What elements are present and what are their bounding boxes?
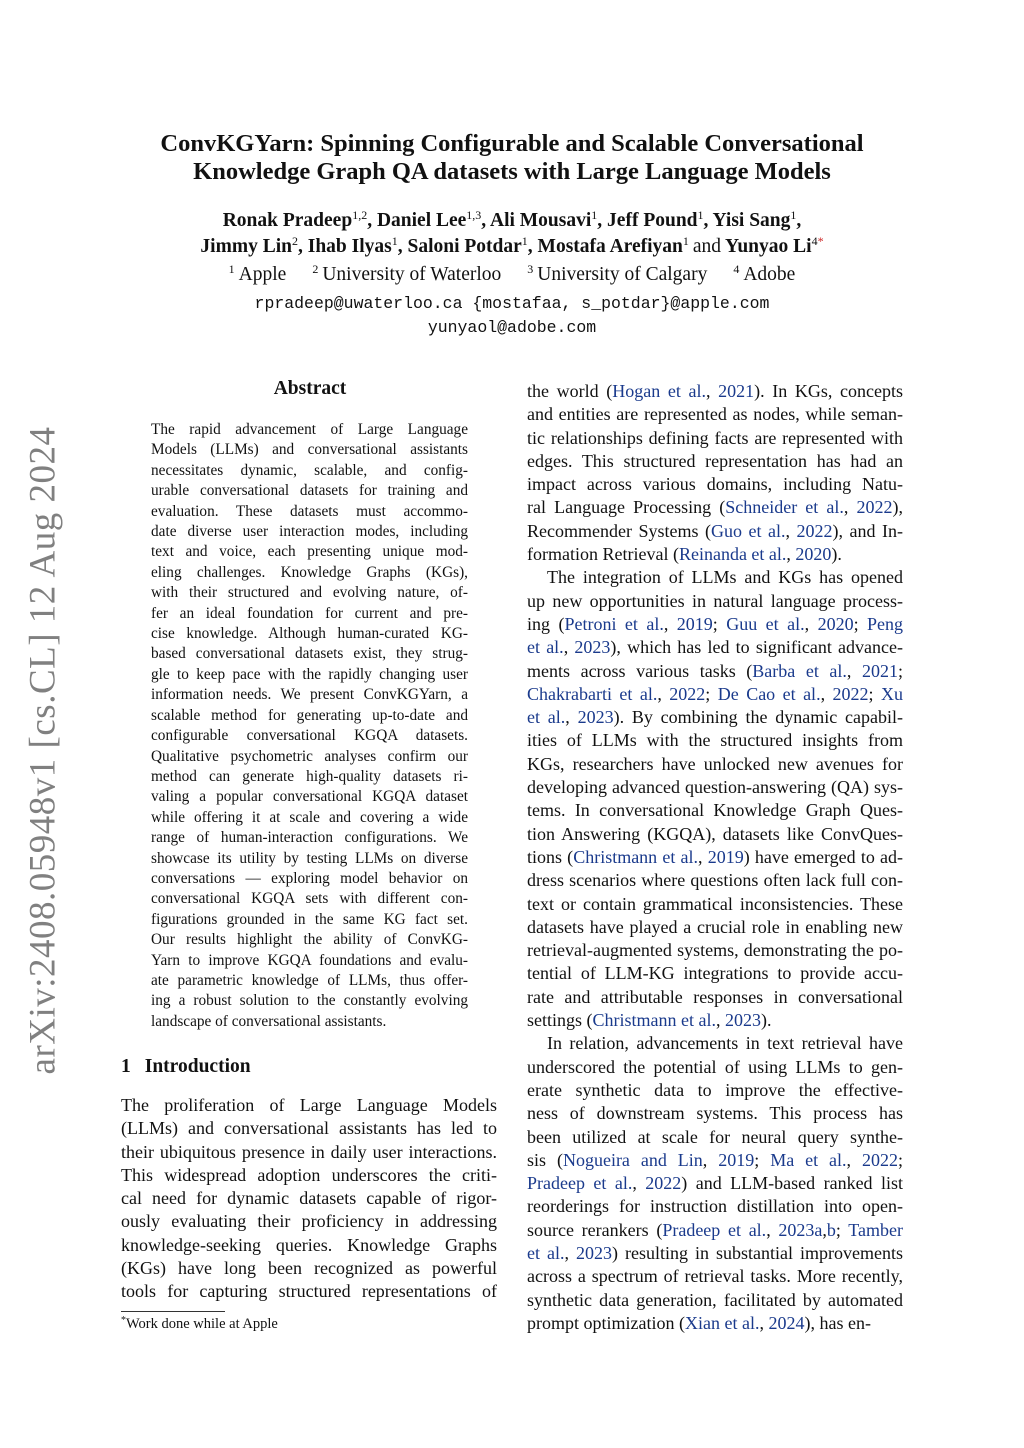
abstract-line: based conversational datasets exist, they strug- — [151, 645, 468, 663]
section-title: Introduction — [144, 1056, 251, 1077]
author-name: Jimmy Lin — [200, 236, 292, 257]
footnote — [121, 1316, 278, 1333]
author-name: Ihab Ilyas — [307, 236, 392, 257]
affiliation-mark: 2 — [291, 234, 298, 248]
arxiv-identifier — [12, 426, 74, 1074]
author-separator: , — [397, 236, 408, 257]
abstract-line: Our results highlight the ability of ConvKG- — [151, 931, 468, 949]
citation-link[interactable]: 2019 — [707, 846, 744, 867]
text-line: Chakrabarti et al., 2022; De Cao et al., 2022; Xu — [527, 683, 903, 704]
citation-link[interactable]: Ma et al. — [770, 1149, 847, 1170]
paragraph — [527, 1032, 903, 1335]
author-name: Daniel Lee — [376, 210, 467, 231]
abstract-line: showcase its utility by testing LLMs on diverse — [151, 849, 468, 867]
affiliation-mark: 1 — [391, 234, 398, 248]
affiliation-number: 1 — [228, 262, 235, 276]
author-separator: , — [527, 236, 538, 257]
citation-link[interactable]: Guu et al. — [726, 613, 805, 634]
citation-link[interactable]: 2020 — [795, 544, 832, 565]
citation-link[interactable]: 2022 — [645, 1173, 682, 1194]
text-line: been utilized at scale for neural query synthe- — [527, 1126, 903, 1147]
text-line: et al., 2023) resulting in substantial improvements — [527, 1242, 904, 1263]
abstract-line: cise knowledge. Although human-curated KG- — [151, 625, 468, 643]
text-line: knowledge-seeking queries. Knowledge Graphs — [121, 1234, 497, 1255]
citation-link[interactable]: Peng — [867, 613, 904, 634]
text-line: Pradeep et al., 2022) and LLM-based ranked list — [527, 1173, 904, 1194]
text-line: settings (Christmann et al., 2023). — [527, 1010, 772, 1031]
abstract-line: configurable conversational KGQA datasets. — [151, 727, 468, 745]
abstract-body — [151, 420, 468, 1032]
citation-link[interactable]: 2022 — [669, 683, 706, 704]
text-line: datasets have played a crucial role in enabling new — [527, 916, 903, 937]
text-line: This widespread adoption underscores the criti- — [121, 1164, 497, 1185]
citation-link[interactable]: 2023a — [778, 1219, 823, 1240]
text-line: edges. This structured representation has had an — [527, 450, 903, 471]
abstract-line: fer an ideal foundation for current and pre- — [151, 604, 468, 622]
text-line: tems. In conversational Knowledge Graph Ques- — [527, 800, 903, 821]
text-line: prompt optimization (Xian et al., 2024), has en- — [527, 1312, 871, 1333]
citation-link[interactable]: 2019 — [718, 1149, 755, 1170]
abstract-line: The rapid advancement of Large Language — [151, 421, 468, 438]
text-line: tential of LLM-KG integrations to provide accu- — [527, 963, 903, 984]
text-line: (KGs) have long been recognized as powerful — [121, 1258, 497, 1279]
text-line: rate and attributable responses in conversational — [527, 986, 903, 1007]
author-name: Yisi Sang — [712, 210, 791, 231]
affiliation-name: University of Waterloo — [322, 264, 502, 285]
text-line: across a spectrum of retrieval tasks. More recently, — [527, 1266, 903, 1287]
citation-link[interactable]: et al. — [527, 1242, 565, 1263]
affiliation-mark: 1,2 — [352, 208, 368, 222]
text-line: tic relationships defining facts are represented with — [527, 427, 903, 448]
abstract-line: while offering it at scale and covering a wide — [151, 808, 468, 826]
abstract-line: range of human-interaction configurations. We — [151, 829, 468, 847]
author-separator: , — [597, 210, 608, 231]
text-line: impact across various domains, including Natu- — [527, 474, 903, 495]
citation-link[interactable]: 2020 — [817, 613, 854, 634]
text-line: The proliferation of Large Language Models — [121, 1095, 497, 1115]
affiliation-item — [229, 264, 287, 285]
citation-link[interactable]: Chakrabarti et al. — [527, 683, 658, 704]
citation-link[interactable]: 2022 — [861, 1149, 898, 1170]
author-separator: , — [297, 236, 308, 257]
citation-link[interactable]: Tamber — [848, 1219, 903, 1240]
abstract-line: Yarn to improve KGQA foundations and evalu- — [151, 951, 468, 969]
affiliation-mark: 1 — [591, 208, 598, 222]
text-line: tools for capturing structured representations of — [121, 1281, 497, 1302]
citation-link[interactable]: De Cao et al. — [717, 683, 821, 704]
text-line: source rerankers (Pradeep et al., 2023a,b; Tamber — [527, 1219, 903, 1240]
citation-link[interactable]: et al. — [527, 707, 566, 728]
text-line: formation Retrieval (Reinanda et al., 2020). — [527, 544, 842, 565]
citation-link[interactable]: 2023 — [724, 1010, 761, 1031]
author-name: Jeff Pound — [607, 210, 698, 231]
text-line: sis (Nogueira and Lin, 2019; Ma et al., 2022; — [527, 1149, 903, 1170]
text-line: the world (Hogan et al., 2021). In KGs, concepts — [527, 381, 904, 401]
author-name: Yunyao Li — [725, 236, 812, 257]
intro-paragraph — [121, 1094, 497, 1304]
abstract-line: figurations grounded in the same KG fact set. — [151, 910, 468, 928]
text-line: up new opportunities in natural language process- — [527, 590, 903, 611]
affiliation-mark: 1 — [682, 234, 689, 248]
footnote-rule — [121, 1311, 225, 1312]
affiliation-mark: 1 — [697, 208, 704, 222]
corresponding-mark: * — [817, 234, 824, 248]
text-line: text or contain grammatical inconsistencies. These — [527, 893, 903, 914]
citation-link[interactable]: b — [826, 1219, 836, 1240]
affiliation-item — [312, 264, 501, 285]
citation-link[interactable]: Xu — [880, 683, 903, 704]
author-emails — [100, 292, 924, 340]
citation-link[interactable]: Barba et al. — [752, 660, 847, 681]
affiliation-mark: 1 — [521, 234, 528, 248]
abstract-line: conversational KGQA sets with different con- — [151, 890, 468, 908]
author-line — [100, 208, 924, 234]
abstract-line: valing a popular conversational KGQA dataset — [151, 788, 468, 806]
paper-title — [100, 130, 924, 186]
affiliation-name: Apple — [238, 264, 287, 285]
text-line: KGs, researchers have unlocked new avenues for — [527, 753, 903, 774]
author-separator: , — [481, 210, 490, 231]
citation-link[interactable]: 2021 — [718, 381, 755, 401]
text-line: The integration of LLMs and KGs has opened — [547, 567, 903, 588]
citation-link[interactable]: 2023 — [576, 1242, 613, 1263]
affiliation-number: 3 — [527, 262, 534, 276]
email-line[interactable]: rpradeep@uwaterloo.ca {mostafaa, s_potdar}@apple.com — [254, 294, 770, 313]
abstract-line: date diverse user interaction modes, including — [151, 523, 468, 541]
text-line: erate synthetic data to improve the effective- — [527, 1079, 903, 1100]
abstract-line: method can generate high-quality datasets ri- — [151, 767, 468, 785]
text-line: (LLMs) and conversational assistants has led to — [121, 1118, 497, 1139]
text-line: In relation, advancements in text retrieval have — [547, 1033, 903, 1054]
citation-link[interactable]: Xian et al. — [684, 1312, 760, 1333]
citation-link[interactable]: Christmann et al. — [573, 846, 699, 867]
citation-link[interactable]: Nogueira and Lin — [562, 1149, 703, 1170]
abstract-line: text and voice, each presenting unique mod- — [151, 543, 468, 561]
citation-link[interactable]: 2024 — [768, 1312, 805, 1333]
citation-link[interactable]: 2022 — [832, 683, 869, 704]
citation-link[interactable]: 2021 — [861, 660, 898, 681]
text-line: synthetic data generation, facilitated by automated — [527, 1289, 903, 1310]
affiliation-name: Adobe — [743, 264, 796, 285]
affiliations — [100, 262, 924, 288]
affiliation-mark: 4* — [811, 234, 824, 248]
abstract-line: landscape of conversational assistants. — [151, 1012, 387, 1030]
abstract-line: urable conversational datasets for training and — [151, 482, 468, 500]
citation-link[interactable]: 2023 — [574, 637, 611, 658]
text-line: their ubiquitous presence in daily user interactions. — [121, 1141, 497, 1162]
abstract-line: gle to keep pace with the rapidly changing user — [151, 665, 468, 683]
affiliation-mark: 1 — [790, 208, 797, 222]
abstract-line: information needs. We present ConvKGYarn, a — [151, 686, 468, 704]
text-line: ments across various tasks (Barba et al., 2021; — [527, 660, 903, 681]
citation-link[interactable]: Pradeep et al. — [662, 1219, 767, 1240]
abstract-line: ate parametric knowledge of LLMs, thus offer- — [151, 971, 468, 989]
text-line: retrieval-augmented systems, demonstrating the po- — [527, 940, 903, 961]
text-line: developing advanced question-answering (QA) sys- — [527, 777, 903, 798]
paragraph — [527, 566, 903, 1032]
text-line: et al., 2023), which has led to significant advance- — [527, 637, 903, 658]
citation-link[interactable]: 2023 — [577, 707, 614, 728]
title-line: Knowledge Graph QA datasets with Large Language Models — [193, 158, 831, 185]
author-line — [100, 234, 924, 260]
abstract-line: ing a robust solution to the constantly evolving — [151, 992, 468, 1010]
author-name: Mostafa Arefiyan — [537, 236, 683, 257]
author-list — [100, 208, 924, 260]
citation-link[interactable]: 2019 — [676, 613, 713, 634]
citation-link[interactable]: Hogan et al. — [612, 381, 706, 401]
author-separator: , — [796, 210, 802, 231]
arxiv-id-text: arXiv:2408.05948v1 [cs.CL] 12 Aug 2024 — [22, 426, 64, 1074]
text-line: and entities are represented as nodes, while seman- — [527, 404, 903, 425]
author-name: Ronak Pradeep — [222, 210, 353, 231]
abstract-line: Qualitative psychometric analyses confirm our — [151, 747, 468, 765]
citation-link[interactable]: Christmann et al. — [592, 1010, 716, 1031]
author-name: Saloni Potdar — [407, 236, 522, 257]
citation-link[interactable]: Petroni et al. — [564, 613, 664, 634]
affiliation-number: 4 — [733, 262, 740, 276]
affiliation-name: University of Calgary — [537, 264, 708, 285]
abstract-line: with their structured and evolving nature, of- — [151, 584, 468, 602]
text-line: ously evaluating their proficiency in addressing — [121, 1211, 497, 1232]
email-line[interactable]: yunyaol@adobe.com — [427, 318, 597, 337]
affiliation-item — [733, 264, 795, 285]
abstract-line: conversations — exploring model behavior on — [151, 869, 468, 887]
abstract-line: evaluation. These datasets must accommo- — [151, 502, 468, 520]
text-line: cal need for dynamic datasets capable of rigor- — [121, 1188, 497, 1209]
text-line: ral Language Processing (Schneider et al., 2022), — [527, 497, 903, 518]
section-heading — [121, 1056, 251, 1078]
text-line: Recommender Systems (Guo et al., 2022), and In- — [527, 520, 903, 541]
author-name: Ali Mousavi — [489, 210, 592, 231]
text-line: ing (Petroni et al., 2019; Guu et al., 2020; Peng — [527, 613, 904, 634]
text-line: underscored the potential of using LLMs to gen- — [527, 1056, 903, 1077]
right-column — [527, 380, 903, 1335]
author-conjunction: and — [692, 236, 722, 257]
abstract-line: scalable method for generating up-to-date and — [151, 706, 468, 724]
abstract-heading: Abstract — [273, 378, 347, 399]
abstract-line: eling challenges. Knowledge Graphs (KGs), — [151, 563, 468, 581]
text-line: tion Answering (KGQA), datasets like ConvQues- — [527, 823, 903, 844]
author-separator: , — [367, 210, 377, 231]
footnote-text: Work done while at Apple — [126, 1316, 278, 1332]
abstract-line: Models (LLMs) and conversational assistants — [151, 441, 468, 459]
footnote-mark: * — [121, 1315, 126, 1326]
citation-link[interactable]: Schneider et al. — [725, 497, 844, 518]
text-line: ities of LLMs with the structured insights from — [527, 730, 903, 751]
affiliation-mark: 1,3 — [466, 208, 482, 222]
title-line: ConvKGYarn: Spinning Configurable and Scalable Conversational — [160, 130, 864, 157]
abstract-line: necessitates dynamic, scalable, and config- — [151, 461, 468, 479]
paragraph — [527, 380, 903, 566]
citation-link[interactable]: Pradeep et al. — [527, 1173, 633, 1194]
section-number: 1 — [121, 1056, 131, 1077]
author-separator: , — [703, 210, 713, 231]
citation-link[interactable]: 2022 — [856, 497, 893, 518]
text-line: reorderings for instruction distillation into open- — [527, 1196, 903, 1217]
citation-link[interactable]: et al. — [527, 637, 564, 658]
text-line: ness of downstream systems. This process has — [527, 1103, 903, 1124]
affiliation-item — [527, 264, 707, 285]
affiliation-number: 2 — [312, 262, 319, 276]
text-line: et al., 2023). By combining the dynamic capabil- — [527, 707, 903, 728]
citation-link[interactable]: Reinanda et al. — [678, 544, 787, 565]
citation-link[interactable]: Guo et al. — [710, 520, 786, 541]
text-line: dress scenarios where questions often lack full con- — [527, 870, 903, 891]
citation-link[interactable]: 2022 — [796, 520, 833, 541]
text-line: tions (Christmann et al., 2019) have emerged to ad- — [527, 846, 903, 867]
